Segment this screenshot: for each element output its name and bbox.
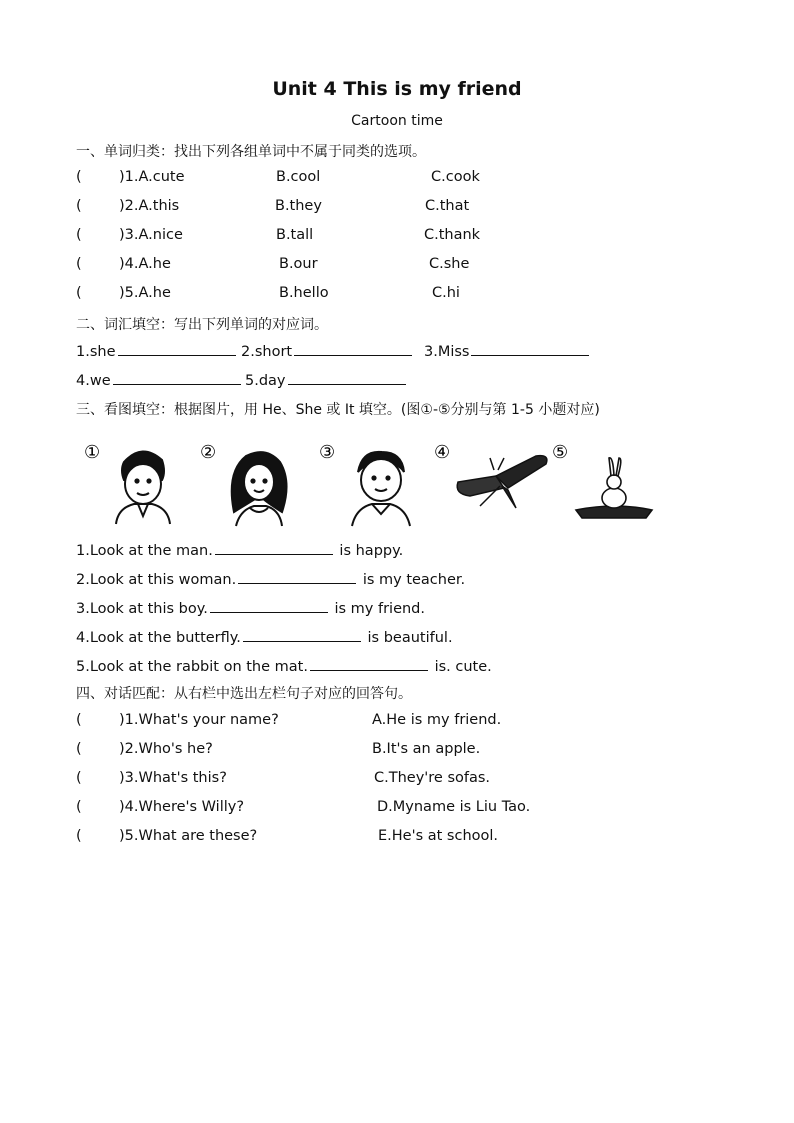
answer-blank[interactable]: [471, 341, 589, 356]
answer-blank[interactable]: [210, 598, 328, 613]
s2-item-5: [245, 370, 408, 389]
answer-blank[interactable]: [243, 627, 361, 642]
s3-prompt: 2.Look at this woman.: [76, 572, 237, 588]
s1-item-1-b: B.cool: [276, 169, 321, 185]
s2-item-3: [424, 341, 591, 360]
s1-item-2-c: C.that: [425, 198, 470, 214]
s3-item-2: [76, 569, 465, 588]
s2-item-2: [241, 341, 414, 360]
s4-answer-a: A.He is my friend.: [372, 712, 502, 728]
s1-item-3-a: )3.A.nice: [119, 227, 183, 243]
s3-prompt: 5.Look at the rabbit on the mat.: [76, 659, 308, 675]
paren: (: [76, 169, 82, 185]
s3-item-1: [76, 540, 403, 559]
s3-suffix: is. cute.: [434, 659, 492, 675]
answer-blank[interactable]: [118, 341, 236, 356]
answer-blank[interactable]: [113, 370, 241, 385]
butterfly-picture: [457, 456, 547, 508]
s2-item-4: [76, 370, 243, 389]
s4-question-4: )4.Where's Willy?: [119, 799, 245, 815]
picture-number-5: ⑤: [552, 442, 569, 463]
s4-answer-e: E.He's at school.: [378, 828, 499, 844]
answer-blank[interactable]: [310, 656, 428, 671]
s2-word: 1.she: [76, 344, 116, 360]
s3-item-3: [76, 598, 425, 617]
paren: (: [76, 198, 82, 214]
s1-item-1-a: )1.A.cute: [119, 169, 185, 185]
s2-word: 5.day: [245, 373, 286, 389]
s1-item-4-b: B.our: [279, 256, 318, 272]
s4-question-1: )1.What's your name?: [119, 712, 279, 728]
s1-item-2-b: B.they: [275, 198, 322, 214]
s1-item-3-c: C.thank: [424, 227, 481, 243]
paren: (: [76, 256, 82, 272]
s3-suffix: is my friend.: [334, 601, 425, 617]
s3-suffix: is beautiful.: [367, 630, 453, 646]
man-picture: [116, 451, 170, 524]
s3-item-4: [76, 627, 453, 646]
s3-prompt: 1.Look at the man.: [76, 543, 213, 559]
paren: (: [76, 285, 82, 301]
s1-item-5-c: C.hi: [432, 285, 460, 301]
answer-blank[interactable]: [215, 540, 333, 555]
section3-heading: 三、看图填空：根据图片，用 He、She 或 It 填空。(图①-⑤分别与第 1-5 小题对应): [76, 402, 600, 418]
s3-suffix: is my teacher.: [362, 572, 466, 588]
s1-item-3-b: B.tall: [276, 227, 314, 243]
picture-number-4: ④: [434, 442, 451, 463]
s3-prompt: 4.Look at the butterfly.: [76, 630, 241, 646]
picture-number-3: ③: [319, 442, 336, 463]
section1-heading: 一、单词归类：找出下列各组单词中不属于同类的选项。: [76, 144, 426, 160]
s2-word: 3.Miss: [424, 344, 470, 360]
s1-item-5-b: B.hello: [279, 285, 329, 301]
s4-answer-d: D.Myname is Liu Tao.: [377, 799, 531, 815]
page-title: Unit 4 This is my friend: [272, 78, 522, 100]
s3-item-5: [76, 656, 492, 675]
s4-question-3: )3.What's this?: [119, 770, 227, 786]
answer-blank[interactable]: [288, 370, 406, 385]
s4-answer-b: B.It's an apple.: [372, 741, 481, 757]
s1-item-4-a: )4.A.he: [119, 256, 171, 272]
picture-number-1: ①: [84, 442, 101, 463]
page-subtitle: Cartoon time: [351, 113, 443, 129]
s1-item-1-c: C.cook: [431, 169, 480, 185]
paren: (: [76, 770, 82, 786]
s1-item-2-a: )2.A.this: [119, 198, 180, 214]
picture-number-2: ②: [200, 442, 217, 463]
section4-heading: 四、对话匹配：从右栏中选出左栏句子对应的回答句。: [76, 686, 412, 702]
s2-item-1: [76, 341, 238, 360]
s2-word: 2.short: [241, 344, 293, 360]
s4-question-2: )2.Who's he?: [119, 741, 213, 757]
paren: (: [76, 799, 82, 815]
s3-suffix: is happy.: [339, 543, 404, 559]
s4-answer-c: C.They're sofas.: [374, 770, 491, 786]
paren: (: [76, 828, 82, 844]
s1-item-5-a: )5.A.he: [119, 285, 171, 301]
boy-picture: [352, 452, 410, 526]
woman-picture: [232, 452, 287, 526]
s1-item-4-c: C.she: [429, 256, 470, 272]
paren: (: [76, 227, 82, 243]
answer-blank[interactable]: [294, 341, 412, 356]
answer-blank[interactable]: [238, 569, 356, 584]
s2-word: 4.we: [76, 373, 111, 389]
s4-question-5: )5.What are these?: [119, 828, 258, 844]
paren: (: [76, 741, 82, 757]
picture-strip: [76, 432, 676, 532]
section2-heading: 二、词汇填空：写出下列单词的对应词。: [76, 317, 328, 333]
paren: (: [76, 712, 82, 728]
rabbit-picture: [576, 458, 652, 518]
s3-prompt: 3.Look at this boy.: [76, 601, 208, 617]
